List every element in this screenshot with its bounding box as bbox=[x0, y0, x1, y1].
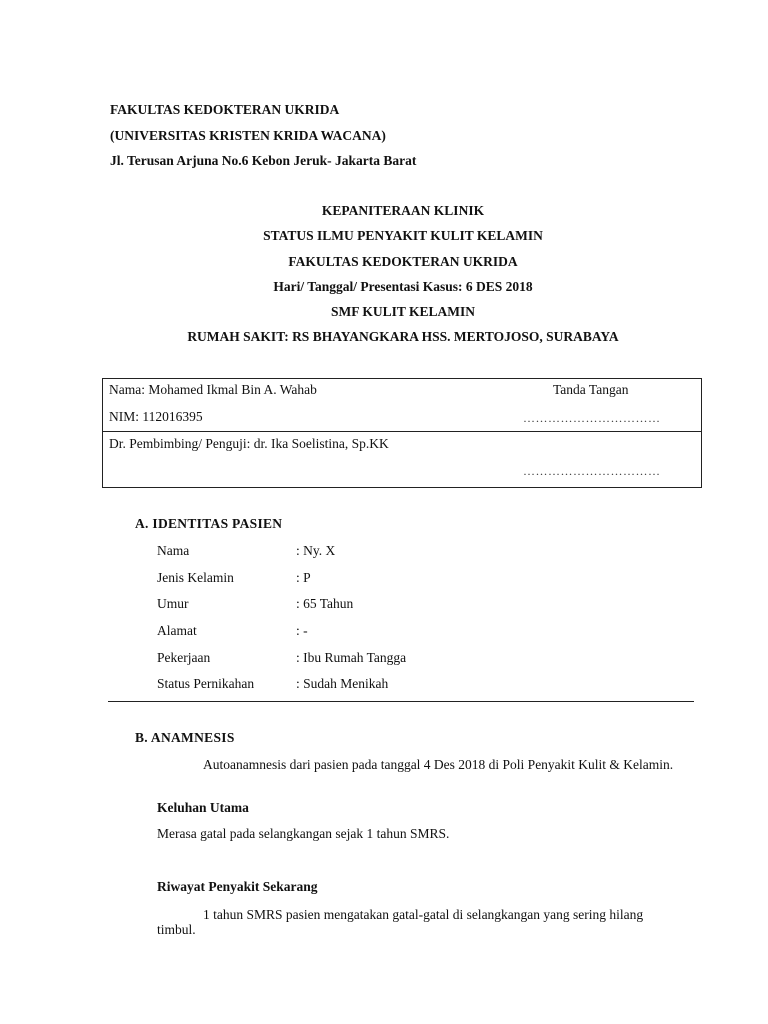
identity-value: : P bbox=[296, 570, 311, 585]
identity-label: Umur bbox=[157, 596, 189, 611]
box-divider bbox=[103, 431, 701, 432]
identity-label: Alamat bbox=[157, 623, 197, 638]
signature-label: Tanda Tangan bbox=[553, 382, 629, 397]
title-clinical-clerkship: KEPANITERAAN KLINIK bbox=[321, 203, 485, 218]
identity-value: : Sudah Menikah bbox=[296, 676, 389, 691]
title-presentation-date: Hari/ Tanggal/ Presentasi Kasus: 6 DES 2018 bbox=[273, 279, 533, 294]
section-a-title: A. IDENTITAS PASIEN bbox=[135, 516, 283, 531]
student-nim: NIM: 112016395 bbox=[109, 409, 203, 424]
identity-label: Nama bbox=[157, 543, 190, 558]
faculty-name: FAKULTAS KEDOKTERAN UKRIDA bbox=[110, 102, 340, 117]
section-divider bbox=[108, 701, 694, 702]
section-b-title: B. ANAMNESIS bbox=[135, 730, 235, 745]
identity-value: : Ny. X bbox=[296, 543, 336, 558]
title-status: STATUS ILMU PENYAKIT KULIT KELAMIN bbox=[263, 228, 543, 243]
present-illness-heading: Riwayat Penyakit Sekarang bbox=[157, 879, 318, 894]
identity-label: Jenis Kelamin bbox=[157, 570, 234, 585]
identity-value: : 65 Tahun bbox=[296, 596, 354, 611]
identity-label: Status Pernikahan bbox=[157, 676, 255, 691]
student-name: Nama: Mohamed Ikmal Bin A. Wahab bbox=[109, 382, 317, 397]
title-faculty: FAKULTAS KEDOKTERAN UKRIDA bbox=[288, 254, 518, 269]
faculty-address: Jl. Terusan Arjuna No.6 Kebon Jeruk- Jakarta Barat bbox=[110, 153, 417, 168]
chief-complaint-heading: Keluhan Utama bbox=[157, 800, 249, 815]
identity-value: : Ibu Rumah Tangga bbox=[296, 650, 407, 665]
signature-line-supervisor: …………………………… bbox=[523, 464, 661, 478]
university-name: (UNIVERSITAS KRISTEN KRIDA WACANA) bbox=[110, 128, 386, 143]
title-hospital: RUMAH SAKIT: RS BHAYANGKARA HSS. MERTOJOSO, SURABAYA bbox=[187, 329, 619, 344]
identity-value: : - bbox=[296, 623, 308, 638]
title-smf: SMF KULIT KELAMIN bbox=[330, 304, 476, 319]
supervisor-name: Dr. Pembimbing/ Penguji: dr. Ika Soelistina, Sp.KK bbox=[109, 436, 389, 451]
chief-complaint-text: Merasa gatal pada selangkangan sejak 1 tahun SMRS. bbox=[157, 826, 450, 841]
anamnesis-intro: Autoanamnesis dari pasien pada tanggal 4 Des 2018 di Poli Penyakit Kulit & Kelamin. bbox=[203, 757, 674, 772]
present-illness-text: 1 tahun SMRS pasien mengatakan gatal-gatal di selangkangan yang sering hilang timbul. bbox=[157, 907, 644, 937]
identity-label: Pekerjaan bbox=[157, 650, 211, 665]
signature-line-student: …………………………… bbox=[523, 411, 661, 425]
student-info-box bbox=[102, 378, 702, 488]
